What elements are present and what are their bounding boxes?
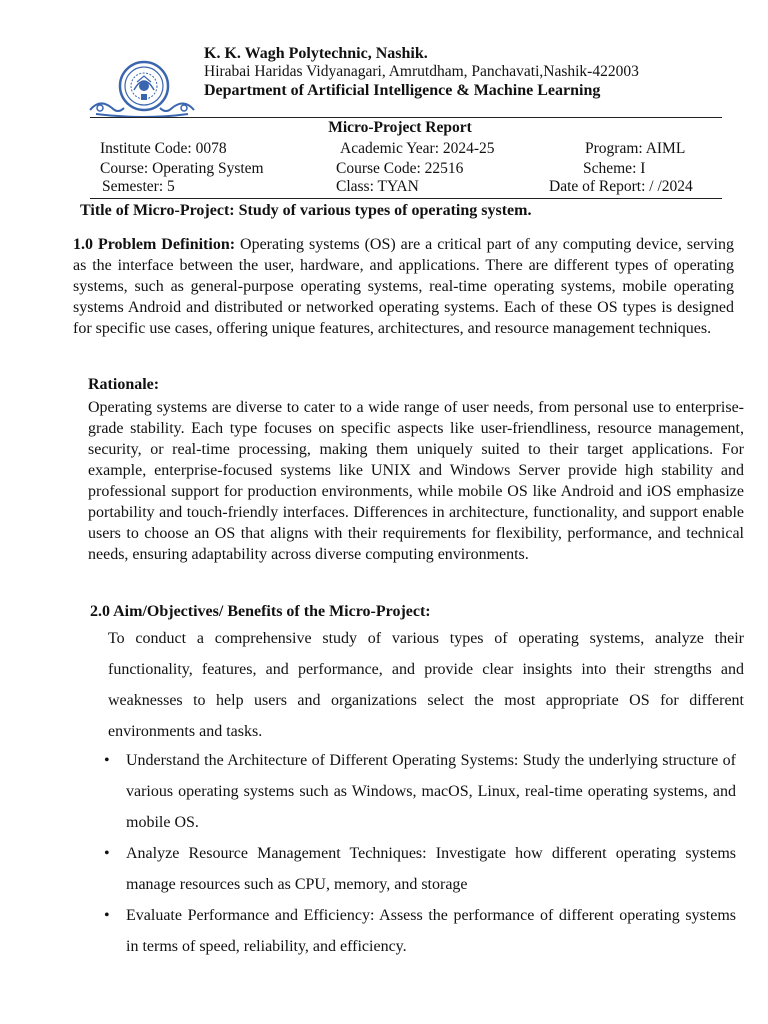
rationale-text: Operating systems are diverse to cater to a wide range of user needs, from personal use to enterprise-grade stability. Each type focuses on specific aspects like user-friendliness, resource management, security, or real-time processing, making them uniquely suited to their target applications. For example, enterprise-focused systems like UNIX and Windows Server provide high stability and professional support for production environments, while mobile OS like Android and iOS emphasize portability and touch-friendly interfaces. Differences in architecture, functionality, and support enable users to choose an OS that aligns with their requirements for flexibility, performance, and technical needs, ensuring adaptability across diverse computing environments. <box>88 399 744 563</box>
objective-text: Analyze Resource Management Techniques: Investigate how different operating systems manage resources such as CPU, memory, and storage <box>126 845 736 893</box>
scheme: Scheme: I <box>583 160 646 177</box>
bullet-icon: • <box>104 907 110 924</box>
institute-name: K. K. Wagh Polytechnic, Nashik. <box>204 45 428 62</box>
list-item <box>104 838 736 900</box>
course-name: Course: Operating System <box>100 160 264 177</box>
problem-definition-heading: 1.0 Problem Definition: <box>73 236 236 253</box>
course-code: Course Code: 22516 <box>336 160 464 177</box>
objectives-list <box>104 745 736 962</box>
aims-intro-text: To conduct a comprehensive study of various types of operating systems, analyze their functionality, features, and performance, and provide clear insights into their strengths and weaknesses to help users and organizations select the most appropriate OS for different environments and tasks. <box>108 630 744 740</box>
bullet-icon: • <box>104 752 110 769</box>
list-item <box>104 745 736 838</box>
report-title: Micro-Project Report <box>328 119 472 136</box>
institute-address: Hirabai Haridas Vidyanagari, Amrutdham, Panchavati,Nashik-422003 <box>204 63 639 80</box>
objective-text: Evaluate Performance and Efficiency: Assess the performance of different operating systems in terms of speed, reliability, and efficiency. <box>126 907 736 955</box>
bullet-icon: • <box>104 845 110 862</box>
problem-definition <box>73 234 734 339</box>
program: Program: AIML <box>585 140 686 157</box>
problem-definition-text: Operating systems (OS) are a critical part of any computing device, serving as the interface between the user, hardware, and applications. There are different types of operating systems, such as general-purpose operating systems, real-time operating systems, mobile operating systems Android and distributed or networked operating systems. Each of these OS types is designed for specific use cases, offering unique features, architectures, and resource management techniques. <box>73 236 734 337</box>
header-divider <box>90 117 722 118</box>
list-item <box>104 900 736 962</box>
date-of-report: Date of Report: / /2024 <box>549 178 693 195</box>
class: Class: TYAN <box>336 178 419 195</box>
aims-heading: 2.0 Aim/Objectives/ Benefits of the Micro-Project: <box>90 603 431 620</box>
academic-year: Academic Year: 2024-25 <box>340 140 495 157</box>
meta-divider <box>90 198 722 199</box>
objective-text: Understand the Architecture of Different Operating Systems: Study the underlying structure of various operating systems such as Windows, macOS, Linux, real-time operating systems, and mobile OS. <box>126 752 736 831</box>
department-name: Department of Artificial Intelligence & Machine Learning <box>204 82 601 99</box>
institute-logo-icon <box>88 54 196 120</box>
institute-code: Institute Code: 0078 <box>100 140 227 157</box>
semester: Semester: 5 <box>102 178 175 195</box>
project-title: Title of Micro-Project: Study of various types of operating system. <box>80 202 532 219</box>
aims-intro <box>108 623 744 747</box>
rationale-heading: Rationale: <box>88 376 160 393</box>
